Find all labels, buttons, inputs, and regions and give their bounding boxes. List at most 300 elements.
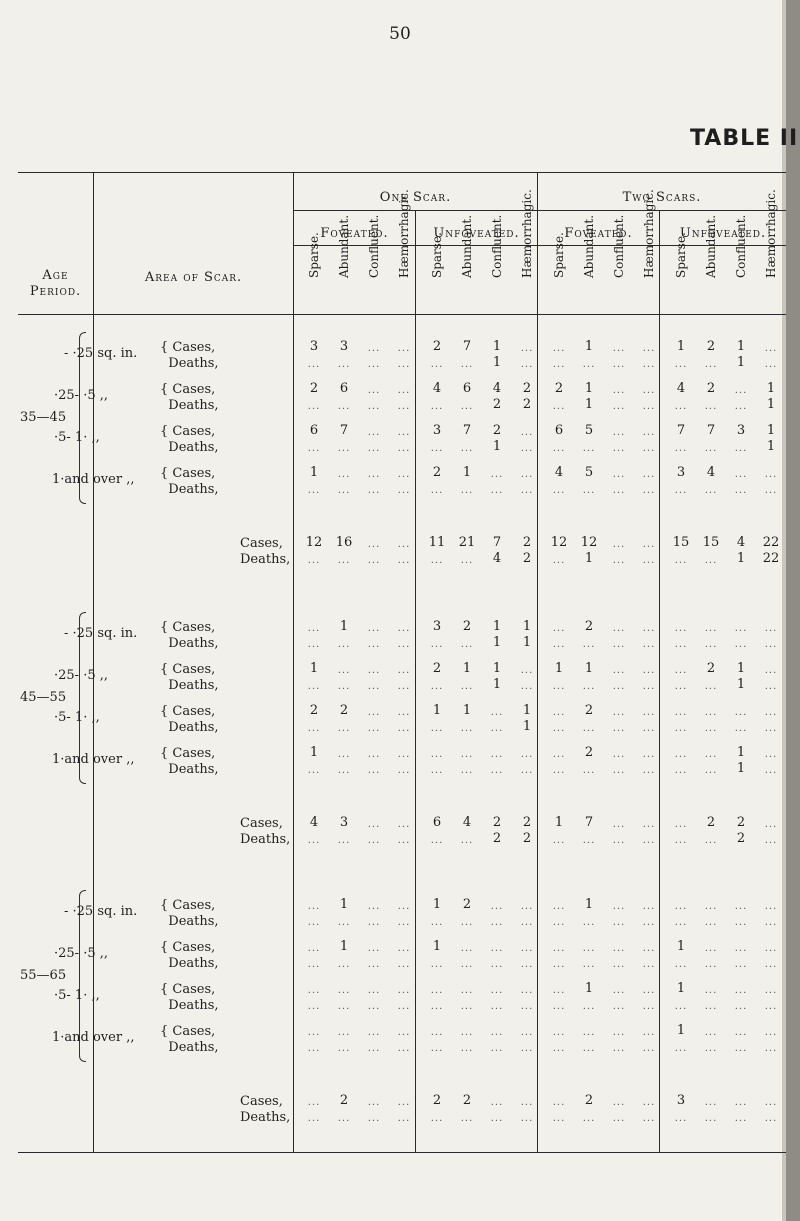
empty-cell: ... — [397, 385, 411, 396]
total-cell: 3 — [339, 815, 349, 830]
empty-cell: ... — [734, 707, 748, 718]
empty-cell: ... — [397, 985, 411, 996]
area-label: 1·and over ,, — [52, 752, 135, 767]
empty-cell: ... — [642, 1043, 656, 1054]
table-cell: 2 — [584, 745, 594, 760]
empty-cell: ... — [734, 385, 748, 396]
empty-cell: ... — [337, 401, 351, 412]
empty-cell: ... — [307, 681, 321, 692]
area-label: ·5- 1· ,, — [54, 710, 100, 725]
table-cell: 2 — [432, 465, 442, 480]
empty-cell: ... — [674, 749, 688, 760]
empty-cell: ... — [367, 427, 381, 438]
empty-cell: ... — [367, 681, 381, 692]
empty-cell: ... — [612, 1043, 626, 1054]
empty-cell: ... — [307, 959, 321, 970]
empty-cell: ... — [490, 765, 504, 776]
empty-cell: ... — [674, 917, 688, 928]
empty-cell: ... — [674, 765, 688, 776]
total-deaths-label: Deaths, — [240, 832, 291, 847]
empty-cell: ... — [642, 681, 656, 692]
empty-cell: ... — [460, 1113, 474, 1124]
empty-cell: ... — [367, 639, 381, 650]
total-cell: 1 — [554, 815, 564, 830]
empty-cell: ... — [367, 917, 381, 928]
empty-cell: ... — [430, 681, 444, 692]
empty-cell: ... — [704, 1113, 718, 1124]
one-scar-header: One Scar. — [379, 190, 452, 205]
empty-cell: ... — [490, 917, 504, 928]
empty-cell: ... — [490, 1113, 504, 1124]
empty-cell: ... — [460, 959, 474, 970]
empty-cell: ... — [460, 943, 474, 954]
col-divider-period — [93, 172, 94, 1152]
empty-cell: ... — [642, 1097, 656, 1108]
table-cell: 4 — [676, 381, 686, 396]
empty-cell: ... — [734, 623, 748, 634]
empty-cell: ... — [764, 917, 778, 928]
empty-cell: ... — [520, 1043, 534, 1054]
empty-cell: ... — [520, 1027, 534, 1038]
empty-cell: ... — [367, 359, 381, 370]
empty-cell: ... — [642, 359, 656, 370]
empty-cell: ... — [520, 943, 534, 954]
table-cell: 1 — [584, 397, 594, 412]
empty-cell: ... — [612, 765, 626, 776]
area-label: ·25- ·5 ,, — [54, 946, 108, 961]
table-cell: 1 — [339, 897, 349, 912]
empty-cell: ... — [520, 985, 534, 996]
empty-cell: ... — [430, 401, 444, 412]
empty-cell: ... — [734, 443, 748, 454]
empty-cell: ... — [642, 639, 656, 650]
empty-cell: ... — [704, 681, 718, 692]
empty-cell: ... — [612, 469, 626, 480]
empty-cell: ... — [397, 469, 411, 480]
empty-cell: ... — [612, 707, 626, 718]
empty-cell: ... — [397, 443, 411, 454]
empty-cell: ... — [520, 901, 534, 912]
empty-cell: ... — [337, 959, 351, 970]
empty-cell: ... — [552, 555, 566, 566]
empty-cell: ... — [612, 1097, 626, 1108]
empty-cell: ... — [307, 639, 321, 650]
empty-cell: ... — [397, 555, 411, 566]
empty-cell: ... — [367, 1001, 381, 1012]
empty-cell: ... — [397, 917, 411, 928]
total-cell: 2 — [492, 831, 502, 846]
table-cell: 3 — [736, 423, 746, 438]
empty-cell: ... — [337, 1043, 351, 1054]
empty-cell: ... — [520, 959, 534, 970]
total-cell: 4 — [462, 815, 472, 830]
empty-cell: ... — [612, 665, 626, 676]
empty-cell: ... — [764, 1001, 778, 1012]
empty-cell: ... — [704, 555, 718, 566]
empty-cell: ... — [612, 819, 626, 830]
empty-cell: ... — [367, 723, 381, 734]
empty-cell: ... — [430, 959, 444, 970]
table-cell: 1 — [676, 939, 686, 954]
empty-cell: ... — [704, 765, 718, 776]
table-cell: 7 — [706, 423, 716, 438]
area-label: - ·25 sq. in. — [64, 904, 138, 919]
empty-cell: ... — [674, 819, 688, 830]
empty-cell: ... — [460, 749, 474, 760]
table-cell: 1 — [676, 1023, 686, 1038]
empty-cell: ... — [582, 443, 596, 454]
empty-cell: ... — [764, 835, 778, 846]
total-cell: 2 — [522, 815, 532, 830]
empty-cell: ... — [490, 485, 504, 496]
table-cell: 1 — [584, 339, 594, 354]
table-cell: 1 — [522, 619, 532, 634]
empty-cell: ... — [642, 917, 656, 928]
empty-cell: ... — [612, 485, 626, 496]
table-cell: 6 — [462, 381, 472, 396]
empty-cell: ... — [642, 1027, 656, 1038]
column-header: Confluent. — [612, 214, 626, 278]
empty-cell: ... — [460, 835, 474, 846]
table-cell: 1 — [462, 661, 472, 676]
empty-cell: ... — [367, 707, 381, 718]
empty-cell: ... — [642, 835, 656, 846]
empty-cell: ... — [367, 1043, 381, 1054]
empty-cell: ... — [552, 765, 566, 776]
column-header: Abundant. — [704, 214, 718, 278]
table-cell: 1 — [309, 661, 319, 676]
total-deaths-label: Deaths, — [240, 1110, 291, 1125]
two-foveated-header: Foveated. — [564, 226, 633, 241]
empty-cell: ... — [764, 749, 778, 760]
empty-cell: ... — [367, 1097, 381, 1108]
empty-cell: ... — [612, 985, 626, 996]
empty-cell: ... — [612, 343, 626, 354]
table-cell: 2 — [522, 381, 532, 396]
table-cell: 1 — [766, 423, 776, 438]
table-cell: 1 — [736, 761, 746, 776]
empty-cell: ... — [582, 917, 596, 928]
table-cell: 7 — [462, 423, 472, 438]
empty-cell: ... — [582, 1113, 596, 1124]
total-cell: 12 — [580, 535, 598, 550]
table-cell: 6 — [339, 381, 349, 396]
empty-cell: ... — [337, 639, 351, 650]
empty-cell: ... — [674, 835, 688, 846]
empty-cell: ... — [612, 749, 626, 760]
table-cell: 1 — [736, 339, 746, 354]
empty-cell: ... — [612, 443, 626, 454]
table-cell: 3 — [309, 339, 319, 354]
table-cell: 4 — [432, 381, 442, 396]
total-cell: 2 — [706, 815, 716, 830]
empty-cell: ... — [367, 749, 381, 760]
empty-cell: ... — [764, 343, 778, 354]
column-header: Sparse. — [674, 232, 688, 278]
empty-cell: ... — [734, 1043, 748, 1054]
table-cell: 2 — [309, 703, 319, 718]
empty-cell: ... — [642, 749, 656, 760]
empty-cell: ... — [337, 443, 351, 454]
area-of-scar-header: Area of Scar. — [144, 270, 243, 285]
empty-cell: ... — [674, 1001, 688, 1012]
table-cell: 2 — [432, 339, 442, 354]
empty-cell: ... — [582, 835, 596, 846]
empty-cell: ... — [397, 623, 411, 634]
empty-cell: ... — [337, 359, 351, 370]
empty-cell: ... — [460, 639, 474, 650]
cases-label: { Cases, — [160, 424, 216, 439]
area-label: ·5- 1· ,, — [54, 988, 100, 1003]
one-unfoveated-header: Unfoveated. — [433, 226, 520, 241]
empty-cell: ... — [612, 385, 626, 396]
empty-cell: ... — [612, 1001, 626, 1012]
header-rule — [18, 314, 786, 315]
table-cell: 1 — [554, 661, 564, 676]
empty-cell: ... — [612, 359, 626, 370]
empty-cell: ... — [337, 749, 351, 760]
total-cell: 2 — [462, 1093, 472, 1108]
empty-cell: ... — [642, 1001, 656, 1012]
empty-cell: ... — [582, 943, 596, 954]
empty-cell: ... — [704, 917, 718, 928]
empty-cell: ... — [397, 665, 411, 676]
empty-cell: ... — [397, 427, 411, 438]
table-cell: 1 — [432, 939, 442, 954]
empty-cell: ... — [764, 1043, 778, 1054]
total-cell: 22 — [762, 551, 780, 566]
empty-cell: ... — [430, 1027, 444, 1038]
total-cell: 2 — [339, 1093, 349, 1108]
empty-cell: ... — [337, 485, 351, 496]
empty-cell: ... — [367, 819, 381, 830]
empty-cell: ... — [734, 469, 748, 480]
table-cell: 2 — [554, 381, 564, 396]
empty-cell: ... — [552, 901, 566, 912]
table-cell: 1 — [462, 465, 472, 480]
total-cell: 4 — [309, 815, 319, 830]
empty-cell: ... — [674, 681, 688, 692]
table-cell: 7 — [462, 339, 472, 354]
table-cell: 1 — [736, 355, 746, 370]
empty-cell: ... — [764, 623, 778, 634]
empty-cell: ... — [397, 819, 411, 830]
table-cell: 1 — [766, 439, 776, 454]
table-cell: 1 — [522, 703, 532, 718]
empty-cell: ... — [397, 707, 411, 718]
empty-cell: ... — [612, 639, 626, 650]
table-cell: 1 — [766, 381, 776, 396]
empty-cell: ... — [552, 443, 566, 454]
empty-cell: ... — [397, 539, 411, 550]
empty-cell: ... — [612, 555, 626, 566]
empty-cell: ... — [704, 485, 718, 496]
empty-cell: ... — [734, 1113, 748, 1124]
empty-cell: ... — [552, 1113, 566, 1124]
empty-cell: ... — [582, 765, 596, 776]
empty-cell: ... — [430, 485, 444, 496]
col-divider-area — [293, 172, 294, 1152]
table-cell: 1 — [522, 719, 532, 734]
column-header: Abundant. — [460, 214, 474, 278]
empty-cell: ... — [612, 943, 626, 954]
empty-cell: ... — [367, 1027, 381, 1038]
column-header: Abundant. — [582, 214, 596, 278]
empty-cell: ... — [337, 665, 351, 676]
empty-cell: ... — [582, 959, 596, 970]
empty-cell: ... — [397, 1043, 411, 1054]
empty-cell: ... — [337, 723, 351, 734]
empty-cell: ... — [430, 555, 444, 566]
empty-cell: ... — [490, 901, 504, 912]
two-scars-header: Two Scars. — [622, 190, 702, 205]
empty-cell: ... — [397, 485, 411, 496]
table-cell: 1 — [462, 703, 472, 718]
cases-label: { Cases, — [160, 340, 216, 355]
empty-cell: ... — [704, 943, 718, 954]
empty-cell: ... — [307, 401, 321, 412]
empty-cell: ... — [552, 623, 566, 634]
empty-cell: ... — [612, 723, 626, 734]
table-cell: 1 — [584, 981, 594, 996]
deaths-label: Deaths, — [160, 636, 219, 651]
table-cell: 2 — [492, 397, 502, 412]
empty-cell: ... — [397, 943, 411, 954]
empty-cell: ... — [460, 555, 474, 566]
empty-cell: ... — [642, 623, 656, 634]
empty-cell: ... — [642, 427, 656, 438]
empty-cell: ... — [582, 1001, 596, 1012]
total-cell: 7 — [492, 535, 502, 550]
empty-cell: ... — [397, 1097, 411, 1108]
table-cell: 1 — [492, 339, 502, 354]
table-cell: 2 — [462, 897, 472, 912]
empty-cell: ... — [642, 385, 656, 396]
total-cell: 1 — [584, 551, 594, 566]
deaths-label: Deaths, — [160, 482, 219, 497]
empty-cell: ... — [764, 1097, 778, 1108]
empty-cell: ... — [337, 1113, 351, 1124]
empty-cell: ... — [307, 723, 321, 734]
empty-cell: ... — [642, 539, 656, 550]
empty-cell: ... — [397, 1027, 411, 1038]
empty-cell: ... — [430, 835, 444, 846]
table-cell: 5 — [584, 423, 594, 438]
empty-cell: ... — [367, 943, 381, 954]
cases-label: { Cases, — [160, 466, 216, 481]
cases-label: { Cases, — [160, 982, 216, 997]
empty-cell: ... — [552, 723, 566, 734]
empty-cell: ... — [704, 623, 718, 634]
empty-cell: ... — [764, 943, 778, 954]
table-cell: 4 — [554, 465, 564, 480]
total-deaths-label: Deaths, — [240, 552, 291, 567]
deaths-label: Deaths, — [160, 762, 219, 777]
empty-cell: ... — [552, 1097, 566, 1108]
empty-cell: ... — [642, 1113, 656, 1124]
empty-cell: ... — [764, 985, 778, 996]
table-cell: 4 — [706, 465, 716, 480]
empty-cell: ... — [612, 835, 626, 846]
total-cell: 2 — [432, 1093, 442, 1108]
empty-cell: ... — [520, 665, 534, 676]
empty-cell: ... — [520, 359, 534, 370]
empty-cell: ... — [307, 765, 321, 776]
table-cell: 2 — [706, 339, 716, 354]
empty-cell: ... — [764, 681, 778, 692]
empty-cell: ... — [490, 1027, 504, 1038]
table-cell: 6 — [554, 423, 564, 438]
empty-cell: ... — [552, 639, 566, 650]
total-cell: 2 — [522, 551, 532, 566]
table-cell: 1 — [339, 619, 349, 634]
column-header: Sparse. — [552, 232, 566, 278]
table-cell: 1 — [736, 745, 746, 760]
empty-cell: ... — [367, 665, 381, 676]
table-cell: 3 — [676, 465, 686, 480]
table-cell: 1 — [522, 635, 532, 650]
column-header: Abundant. — [337, 214, 351, 278]
empty-cell: ... — [612, 1113, 626, 1124]
total-cell: 2 — [492, 815, 502, 830]
empty-cell: ... — [397, 401, 411, 412]
empty-cell: ... — [337, 765, 351, 776]
empty-cell: ... — [552, 343, 566, 354]
area-label: 1·and over ,, — [52, 1030, 135, 1045]
empty-cell: ... — [764, 359, 778, 370]
total-cell: 2 — [736, 831, 746, 846]
empty-cell: ... — [367, 835, 381, 846]
empty-cell: ... — [734, 723, 748, 734]
empty-cell: ... — [367, 401, 381, 412]
empty-cell: ... — [397, 749, 411, 760]
table-cell: 1 — [736, 661, 746, 676]
empty-cell: ... — [612, 539, 626, 550]
empty-cell: ... — [734, 401, 748, 412]
total-cell: 1 — [736, 551, 746, 566]
column-header: Hæmorrhagic. — [397, 189, 411, 278]
table-cell: 1 — [492, 439, 502, 454]
empty-cell: ... — [367, 1113, 381, 1124]
table-cell: 1 — [584, 661, 594, 676]
table-cell: 1 — [584, 897, 594, 912]
empty-cell: ... — [704, 959, 718, 970]
table-cell: 2 — [706, 661, 716, 676]
empty-cell: ... — [367, 901, 381, 912]
total-cell: 2 — [522, 831, 532, 846]
empty-cell: ... — [430, 749, 444, 760]
empty-cell: ... — [704, 1043, 718, 1054]
deaths-label: Deaths, — [160, 1040, 219, 1055]
empty-cell: ... — [764, 665, 778, 676]
total-cell: 7 — [584, 815, 594, 830]
table-cell: 3 — [339, 339, 349, 354]
empty-cell: ... — [704, 1027, 718, 1038]
empty-cell: ... — [642, 707, 656, 718]
empty-cell: ... — [307, 485, 321, 496]
deaths-label: Deaths, — [160, 998, 219, 1013]
cases-label: { Cases, — [160, 704, 216, 719]
two-unfoveated-header: Unfoveated. — [679, 226, 767, 241]
table-cell: 1 — [766, 397, 776, 412]
empty-cell: ... — [582, 639, 596, 650]
empty-cell: ... — [704, 707, 718, 718]
empty-cell: ... — [460, 443, 474, 454]
empty-cell: ... — [367, 623, 381, 634]
empty-cell: ... — [642, 343, 656, 354]
empty-cell: ... — [307, 901, 321, 912]
empty-cell: ... — [552, 1001, 566, 1012]
